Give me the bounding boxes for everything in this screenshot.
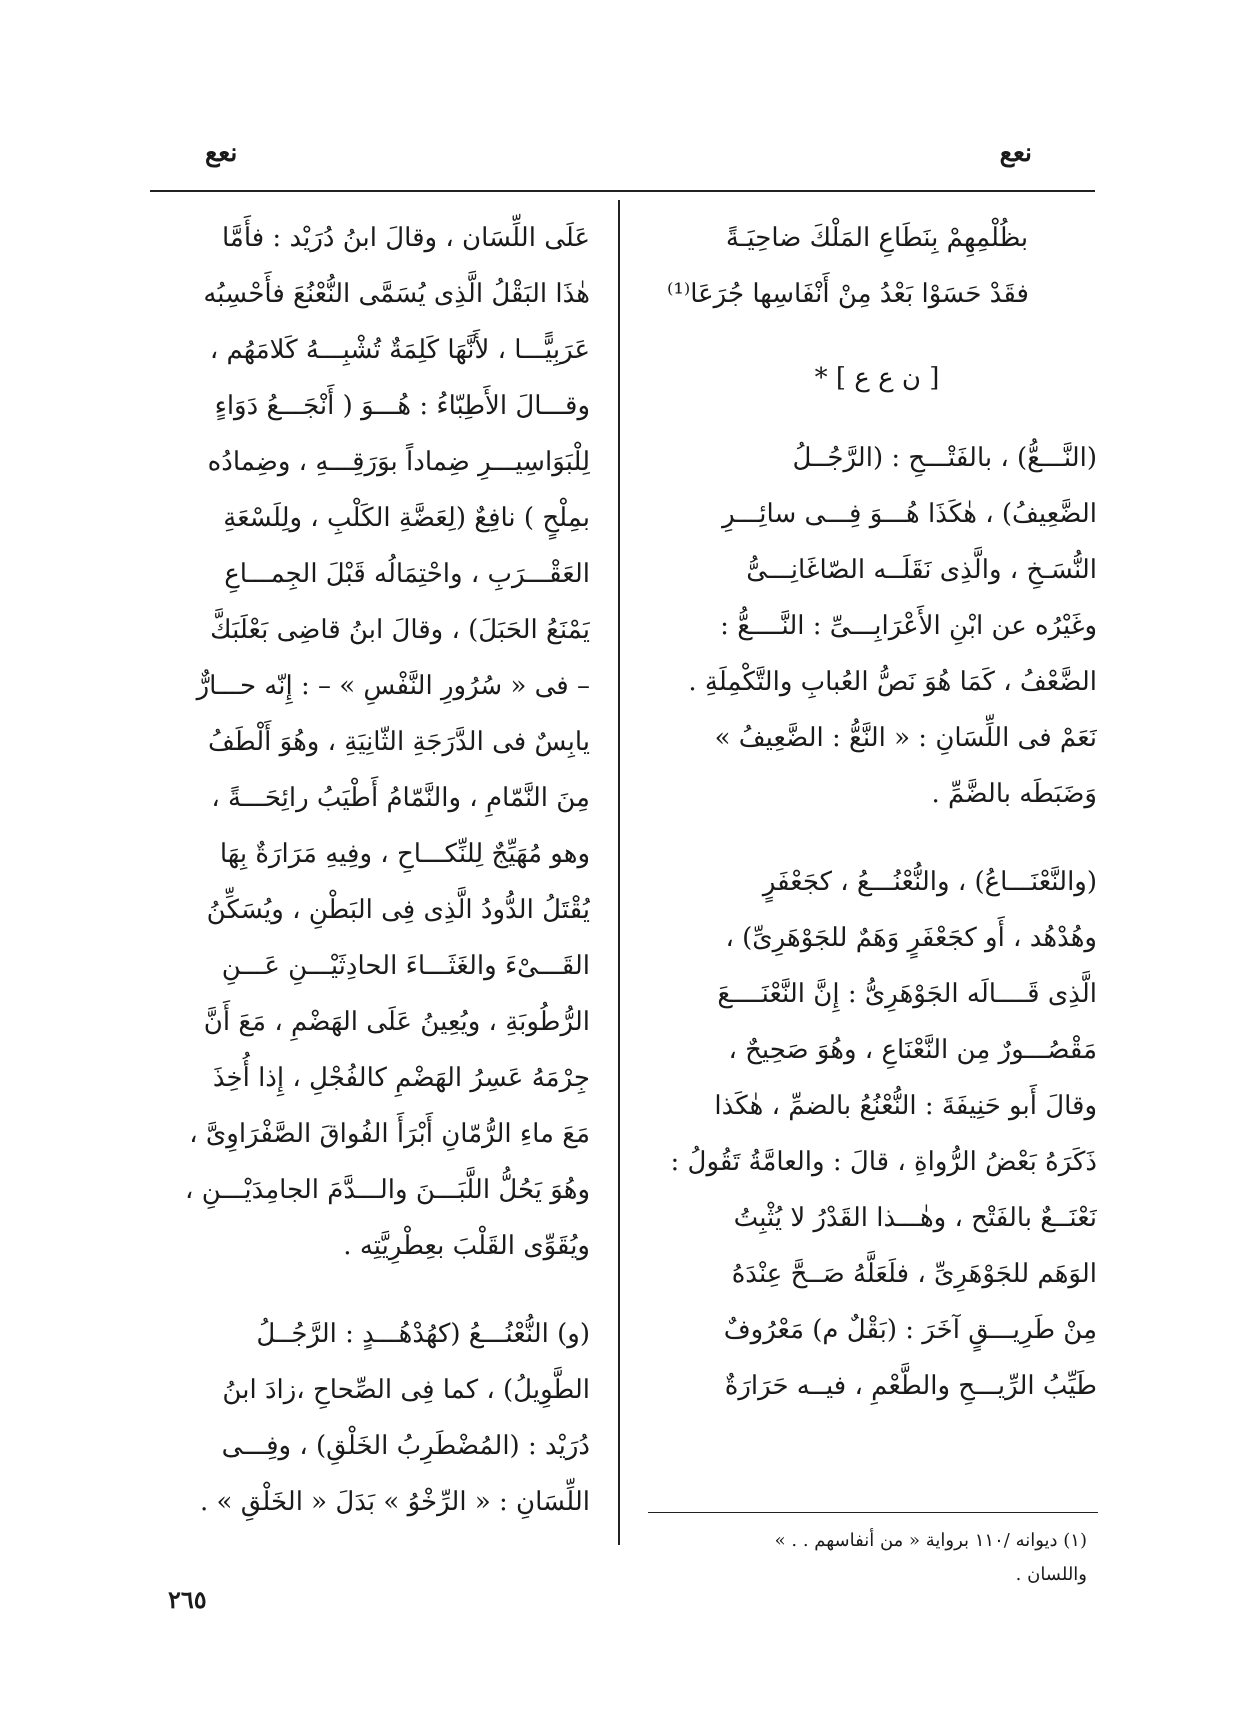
page-number: ٢٦٥: [168, 1585, 207, 1614]
text-line: الوَهَم للجَوْهَرِىِّ ، فلَعَلَّهُ صَــحَّ عِنْدَهُ: [731, 1259, 1097, 1289]
text-line: مَقْصُـــورٌ مِن النَّعْنَاعِ ، وهُوَ صَحِيحٌ ،: [728, 1035, 1097, 1065]
text-line: النُّسَـخِ ، والَّذِى نَقَلَــه الصّاغَانِـــىُّ: [746, 555, 1097, 585]
paragraph: [150, 1306, 590, 1530]
footnote-line: واللسان .: [1015, 1564, 1087, 1585]
entry-root-heading: [ ن ع ع ] *: [814, 363, 940, 393]
text-line: وقالَ أَبو حَنِيفَةَ : النُّعْنُعُ بالضمِّ ، هٰكَذا: [714, 1091, 1097, 1121]
text-line: طَيِّبُ الرِّيـــحِ والطَّعْمِ ، فيــه حَرَارَةٌ: [724, 1371, 1097, 1401]
text-line: القَـــىْءَ والغَثَـــاءَ الحادِثَيْـــنِ عَـــنِ: [221, 951, 590, 981]
paragraph: [150, 210, 590, 1274]
footnote: [647, 1524, 1087, 1592]
text-line: الطَّوِيلُ) ، كما فِى الصِّحاحِ ،زادَ ابنُ: [222, 1375, 590, 1405]
text-line: (و) النُّعْنُـــعُ (كهُدْهُـــدٍ : الرَّجُــلُ: [256, 1319, 590, 1349]
verse-line: فقَدْ حَسَوْا بَعْدُ مِنْ أَنْفَاسِها جُرَعَا⁽¹⁾: [667, 279, 1029, 309]
text-line: لِلْبَوَاسِيـــرِ ضِماداً بوَرَقِـــهِ ، وضِمادُه: [207, 447, 590, 477]
left-column: [150, 210, 590, 1550]
paragraph: [657, 430, 1097, 822]
text-line: دُرَيْد : (المُضْطَرِبُ الخَلْقِ) ، وفِـــى: [221, 1431, 590, 1461]
footnote-line: (١) ديوانه /١١٠ برواية « من أنفاسهم . . »: [774, 1530, 1087, 1551]
text-line: العَقْـــرَبِ ، واحْتِمَالُه قَبْلَ الجِمـــاعِ: [224, 559, 590, 589]
text-line: ويُقَوِّى القَلْبَ بعِطْرِيَّتِه .: [343, 1231, 590, 1261]
verse-line: بظُلْمِهِمْ بِنَطَاعِ المَلْكَ ضاحِيَـةً: [725, 223, 1029, 253]
text-line: يابِسٌ فى الدَّرَجَةِ الثّانِيَةِ ، وهُوَ أَلْطَفُ: [207, 727, 590, 757]
text-line: عَرَبِيًّـــا ، لأَنَّهَا كَلِمَةٌ تُشْبِـــهُ كَلامَهُم ،: [209, 335, 590, 365]
paragraph: [657, 854, 1097, 1414]
text-line: (النَّـــعُّ) ، بالفَتْـــحِ : (الرَّجُــلُ: [792, 443, 1097, 473]
column-divider: [618, 200, 620, 1545]
text-line: بمِلْحٍ ) نافِعٌ (لِعَضَّةِ الكَلْبِ ، ولِلَسْعَةِ: [223, 503, 590, 533]
text-line: اللِّسَانِ : « الرِّخْوُ » بَدَلَ « الخَلْقِ » .: [200, 1487, 590, 1517]
running-header-right: نعع: [999, 138, 1032, 167]
text-line: وقـــالَ الأَطِبّاءُ : هُـــوَ ( أَنْجَـــعُ دَوَاءٍ: [214, 391, 590, 421]
text-line: نَعَمْ فى اللِّسَانِ : « النَّعُّ : الضَّعِيفُ »: [714, 723, 1097, 753]
text-line: وهو مُهَيِّجٌ لِلنِّكـــاحِ ، وفِيهِ مَرَارَةٌ بِهَا: [219, 839, 590, 869]
text-line: وَضَبَطَه بالضَّمِّ .: [931, 779, 1097, 809]
running-header-left: نعع: [205, 138, 238, 167]
text-line: وغَيْرُه عن ابْنِ الأَعْرَابِـــىِّ : النَّــــعُّ :: [720, 611, 1097, 641]
text-line: ذَكَرَهُ بَعْضُ الرُّواةِ ، قالَ : والعامَّةُ تَقُولُ :: [670, 1147, 1097, 1177]
text-line: مَعَ ماءِ الرُّمّانِ أَبْرَأَ الفُواقَ الصَّفْرَاوِىَّ ،: [189, 1119, 590, 1149]
header-rule: [150, 190, 1095, 192]
text-line: يَمْنَعُ الحَبَلَ) ، وقالَ ابنُ قاضِى بَعْلَبَكَّ: [210, 615, 590, 645]
text-line: الَّذِى قَــــالَه الجَوْهَرِىُّ : إِنَّ النَّعْنَــــعَ: [717, 979, 1097, 1009]
text-line: الضَّعْفُ ، كَمَا هُوَ نَصُّ العُبابِ والتَّكْمِلَةِ .: [688, 667, 1097, 697]
right-column: [657, 210, 1097, 1550]
text-line: هٰذَا البَقْلُ الَّذِى يُسَمَّى النُّعْنُعَ فأَحْسِبُه: [203, 279, 590, 309]
text-line: يُقْتَلُ الدُّودُ الَّذِى فِى البَطْنِ ، ويُسَكِّنُ: [206, 895, 590, 925]
text-line: نَعْنَــعٌ بالفَتْح ، وهٰـــذا القَدْرُ لا يُثْبِتُ: [733, 1203, 1097, 1233]
text-line: الضَّعِيفُ) ، هٰكَذَا هُـــوَ فِـــى سائِـــرِ: [722, 499, 1097, 529]
text-line: الرُّطُوبَةِ ، ويُعِينُ عَلَى الهَضْمِ ، مَعَ أَنَّ: [203, 1007, 590, 1037]
text-line: – فى « سُرُورِ النَّفْسِ » – : إِنّه حـــارٌّ: [196, 671, 590, 701]
text-line: وهُوَ يَحُلُّ اللَّبَـــنَ والـــدَّمَ الجامِدَيْـــنِ ،: [185, 1175, 590, 1205]
text-line: عَلَى اللِّسَان ، وقالَ ابنُ دُرَيْد : فأَمَّا: [221, 223, 590, 253]
text-line: مِنْ طَرِيـــقٍ آخَرَ : (بَقْلٌ م) مَعْرُوفٌ: [723, 1315, 1097, 1345]
text-line: مِنَ النَّمّامِ ، والنَّمّامُ أَطْيَبُ رائِحَـــةً ،: [211, 783, 590, 813]
text-line: وهُدْهُد ، أَو كجَعْفَرٍ وَهَمٌ للجَوْهَرِىِّ) ،: [725, 923, 1097, 953]
text-line: (والنَّعْنَـــاعُ) ، والنُّعْنُـــعُ ، كجَعْفَرٍ: [762, 867, 1097, 897]
footnote-rule: [648, 1512, 1098, 1513]
text-line: جِرْمَهُ عَسِرُ الهَضْمِ كالفُجْلِ ، إِذا أُخِذَ: [212, 1063, 590, 1093]
